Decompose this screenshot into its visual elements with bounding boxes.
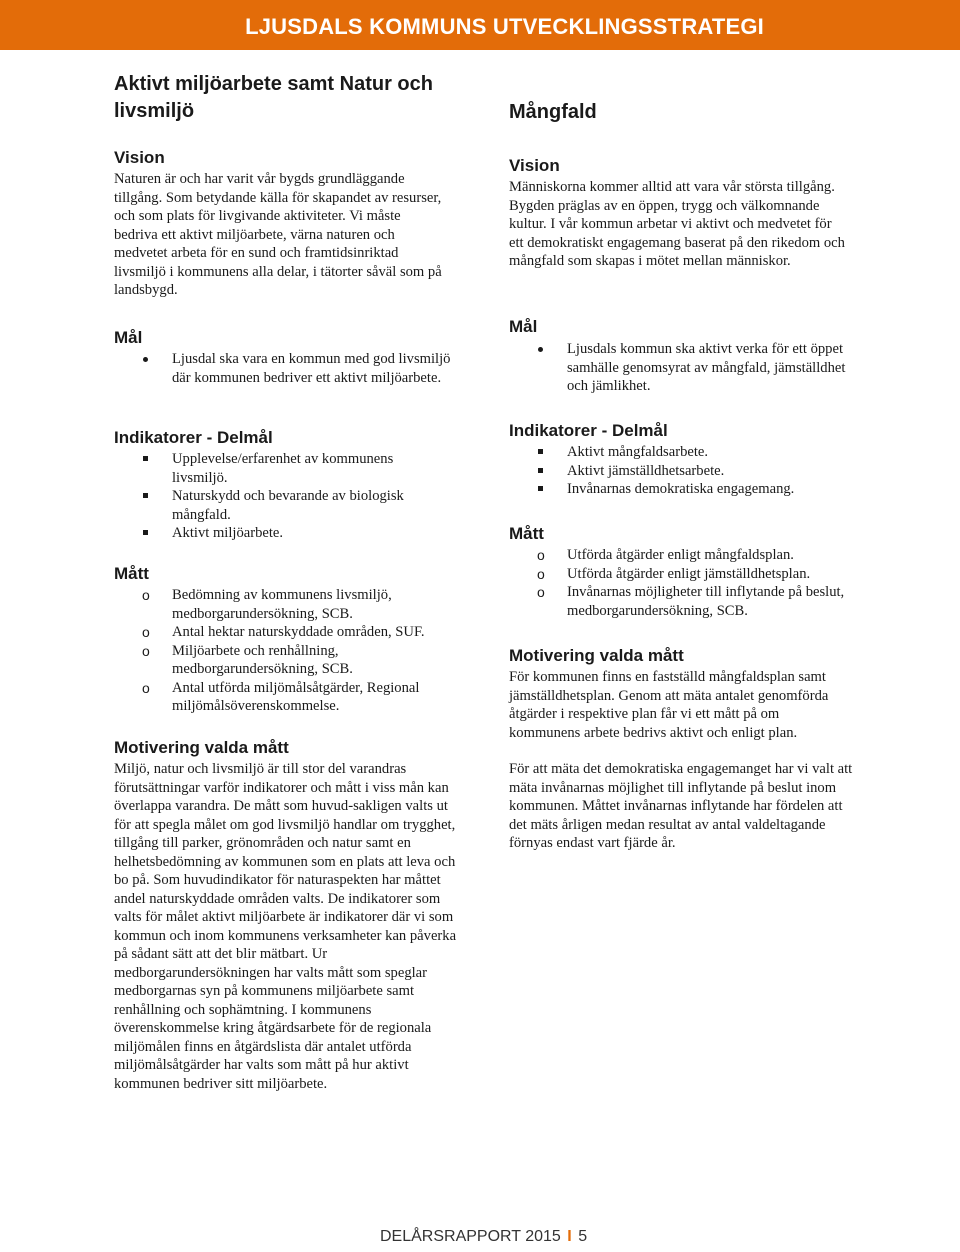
left-mal-list <box>114 350 459 387</box>
footer-report-label: DELÅRSRAPPORT 2015 <box>380 1228 561 1245</box>
list-item: Miljöarbete och renhållning, medborgarundersökning, SCB. <box>172 642 353 677</box>
left-mal-heading: Mål <box>114 328 143 347</box>
list-item: Antal hektar naturskyddade områden, SUF. <box>172 624 425 640</box>
left-indikatorer-list <box>114 450 439 543</box>
left-motivering-text: Miljö, natur och livsmiljö är till stor del varandras förutsättningar varför indikatorer och mått i viss mån kan överlappa varandra. De mått som huvud-sakligen valts ut för att spegla målet om god livsmiljö handlar om trygghet, tillgång till parker, grönområden och natur samt en helhetsbedömning av kommunen som en plats att leva och bo på. Som huvudindikator för naturaspekten har måttet andel naturskyddade områden valts. De indikatorer som valts för målet aktivt miljöarbete är indikatorer där vi som kommun och inom kommunens verksamheter kan påverka på sådant sätt att det blir mätbart. Ur medborgarundersökningen har valts mått som speglar medborgarnas syn på kommunens miljöarbete samt renhållning och sophämtning. I kommunens överenskommelse kring åtgärdsarbete för de regionala miljömålen finns en åtgärdslista där antalet utförda miljömålsåtgärder har valts som mått på hur aktivt kommunen bedriver sitt miljöarbete. <box>114 761 457 1092</box>
right-vision-text: Människorna kommer alltid att vara vår största tillgång. Bygden präglas av en öppen, trygg och välkomnande kultur. I vår kommun arbetar vi aktivt och medvetet för ett demokratiskt engagemang baserat på den rikedom och mångfald som skapas i mötet mellan människor. <box>509 179 845 269</box>
list-item: Upplevelse/erfarenhet av kommunens livsmiljö. <box>172 451 394 486</box>
header-title: LJUSDALS KOMMUNS UTVECKLINGSSTRATEGI <box>245 14 764 39</box>
list-item: Ljusdal ska vara en kommun med god livsmiljö där kommunen bedriver ett aktivt miljöarbete. <box>172 351 451 386</box>
right-mal-heading: Mål <box>509 317 538 336</box>
left-matt-list <box>114 586 459 716</box>
list-item: Utförda åtgärder enligt mångfaldsplan. <box>567 547 794 563</box>
left-motivering-heading: Motivering valda mått <box>114 738 289 757</box>
left-section-title: Aktivt miljöarbete samt Natur och livsmiljö <box>114 73 433 122</box>
right-indikatorer-heading: Indikatorer - Delmål <box>509 421 668 440</box>
list-item: Aktivt miljöarbete. <box>172 525 284 541</box>
right-mal-list <box>509 340 849 396</box>
right-motivering-text-2: För att mäta det demokratiska engagemanget har vi valt att mäta invånarnas möjlighet till inflytande på beslut inom kommunen. Måttet invånarnas inflytande har fördelen att det mäts årligen medan resultat av antal valdeltagande förnyas endast vart fjärde år. <box>509 761 853 851</box>
list-item: Ljusdals kommun ska aktivt verka för ett öppet samhälle genomsyrat av mångfald, jämställdhet och jämlikhet. <box>567 341 846 394</box>
left-vision-heading: Vision <box>114 148 165 167</box>
right-indikatorer-list <box>509 443 854 499</box>
list-item: Utförda åtgärder enligt jämställdhetsplan. <box>567 565 811 582</box>
right-motivering-heading: Motivering valda mått <box>509 646 684 665</box>
list-item: Antal utförda miljömålsåtgärder, Regional miljömålsöverenskommelse. <box>172 679 420 714</box>
right-section-title: Mångfald <box>509 101 597 123</box>
page-number: 5 <box>578 1228 588 1245</box>
right-matt-list <box>509 546 849 620</box>
left-vision-text: Naturen är och har varit vår bygds grundläggande tillgång. Som betydande källa för skapandet av resurser, och som plats för livgivande aktiviteter. Vi måste bedriva ett aktivt miljöarbete, värna naturen och medvetet arbeta för en sund och framtidsinriktad livsmiljö i kommunens alla delar, i tätorter såväl som på landsbygd. <box>114 171 442 298</box>
list-item: Bedömning av kommunens livsmiljö, medborgarundersökning, SCB. <box>172 587 392 622</box>
list-item: Naturskydd och bevarande av biologisk mångfald. <box>172 488 404 523</box>
right-matt-heading: Mått <box>509 524 544 543</box>
right-motivering-text-1: För kommunen finns en fastställd mångfaldsplan samt jämställdhetsplan. Genom att mäta antalet genomförda åtgärder i respektive plan får vi ett mått på om kommunens arbete bedrivs aktivt och enligt plan. <box>509 669 829 741</box>
list-item: Aktivt jämställdhetsarbete. <box>567 462 725 479</box>
left-matt-heading: Mått <box>114 564 149 583</box>
page-footer <box>380 1228 587 1246</box>
right-vision-heading: Vision <box>509 156 560 175</box>
footer-separator: I <box>567 1228 572 1245</box>
left-indikatorer-heading: Indikatorer - Delmål <box>114 428 273 447</box>
header-bar <box>0 0 960 50</box>
list-item: Invånarnas demokratiska engagemang. <box>567 481 795 497</box>
list-item: Aktivt mångfaldsarbete. <box>567 444 709 460</box>
list-item: Invånarnas möjligheter till inflytande på beslut, medborgarundersökning, SCB. <box>567 584 845 619</box>
